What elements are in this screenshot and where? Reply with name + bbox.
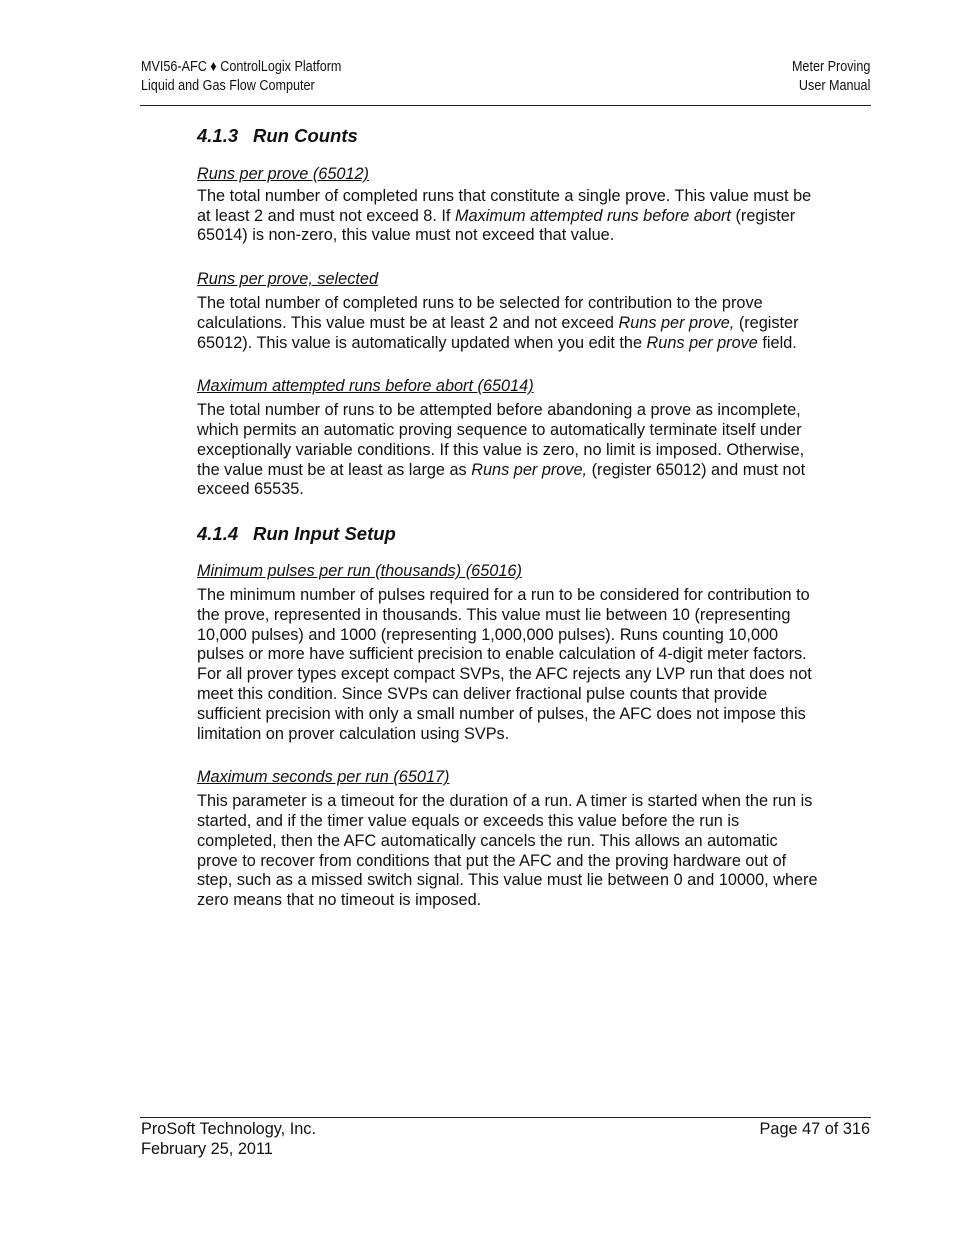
desc-text: The minimum number of pulses required for a run to be considered for contribution to the prove, represented in thousands. This value must lie between 10 (representing 10,000 pulses) and 1000 (representing 1,000,000 pulses). Runs counting 10,000 pulses or more have sufficient precision to enable calculation of 4-digit meter factors. For all prover types except compact SVPs, the AFC rejects any LVP run that does not meet this condition. Since SVPs can deliver fractional pulse counts that provide sufficient precision with only a small number of pulses, the AFC does not impose this limitation on prover calculation using SVPs.: [197, 585, 812, 743]
header-rule: [140, 105, 871, 106]
section-number: 4.1.3: [197, 125, 239, 146]
desc-emphasis: Runs per prove,: [618, 313, 735, 332]
desc-text: The total number of runs to be attempted before abandoning a prove as incomplete, which permits an automatic proving sequence to automatically terminate itself under exceptionally variable conditions. If this value is zero, no limit is imposed. Otherwise, the value must be at least as large as: [197, 401, 805, 479]
footer-right: [760, 1120, 870, 1140]
section-heading-run-counts: [197, 124, 822, 148]
desc-emphasis: Runs per prove: [646, 333, 758, 352]
param-heading-max-attempted-runs: Maximum attempted runs before abort (65014): [197, 377, 534, 396]
header-right: [792, 57, 870, 95]
desc-text: field.: [757, 333, 797, 352]
desc-emphasis: Maximum attempted runs before abort: [454, 206, 731, 225]
param-heading-runs-per-prove-selected: Runs per prove, selected: [197, 270, 379, 289]
section-heading-run-input-setup: [197, 522, 822, 546]
page-number: Page 47 of 316: [759, 1120, 870, 1138]
header-product-desc: Liquid and Gas Flow Computer: [141, 77, 315, 94]
param-heading-max-seconds: Maximum seconds per run (65017): [197, 768, 450, 787]
header-chapter: Meter Proving: [791, 58, 870, 75]
param-desc-runs-per-prove-selected: [197, 294, 822, 353]
footer-rule: [140, 1117, 871, 1118]
section-title: Run Input Setup: [253, 523, 396, 545]
desc-text: (register 65014) is non-zero, this value must not exceed that value.: [197, 206, 796, 245]
page-content: [197, 124, 822, 911]
footer-left: [141, 1120, 316, 1160]
footer-date: February 25, 2011: [141, 1139, 273, 1158]
header-doc-type: User Manual: [798, 77, 870, 94]
param-heading-runs-per-prove: Runs per prove (65012): [197, 165, 369, 183]
desc-emphasis: Runs per prove,: [471, 460, 588, 479]
param-desc-min-pulses: [197, 586, 822, 744]
footer-company: ProSoft Technology, Inc.: [141, 1120, 316, 1138]
param-desc-runs-per-prove: [197, 187, 822, 246]
header-left: [141, 57, 341, 95]
section-number: 4.1.4: [197, 523, 239, 545]
header-product: MVI56-AFC ♦ ControlLogix Platform: [141, 58, 342, 75]
section-title: Run Counts: [253, 125, 358, 146]
desc-text: This parameter is a timeout for the duration of a run. A timer is started when the run is started, and if the timer value equals or exceeds this value before the run is completed, then the AFC automatically cancels the run. This allows an automatic prove to recover from conditions that put the AFC and the proving hardware out of step, such as a missed switch signal. This value must lie between 0 and 10000, where zero means that no timeout is imposed.: [197, 792, 818, 910]
desc-text: The total number of completed runs that constitute a single prove. This value must be at least 2 and must not exceed 8. If: [197, 186, 812, 225]
desc-text: (register 65012) and must not exceed 65535.: [197, 460, 806, 499]
desc-text: The total number of completed runs to be selected for contribution to the prove calculations. This value must be at least 2 and not exceed: [197, 293, 763, 332]
param-heading-min-pulses: Minimum pulses per run (thousands) (65016): [197, 562, 522, 581]
desc-text: (register 65012). This value is automatically updated when you edit the: [197, 313, 799, 352]
param-desc-max-seconds: [197, 792, 822, 911]
param-desc-max-attempted-runs: [197, 401, 822, 500]
